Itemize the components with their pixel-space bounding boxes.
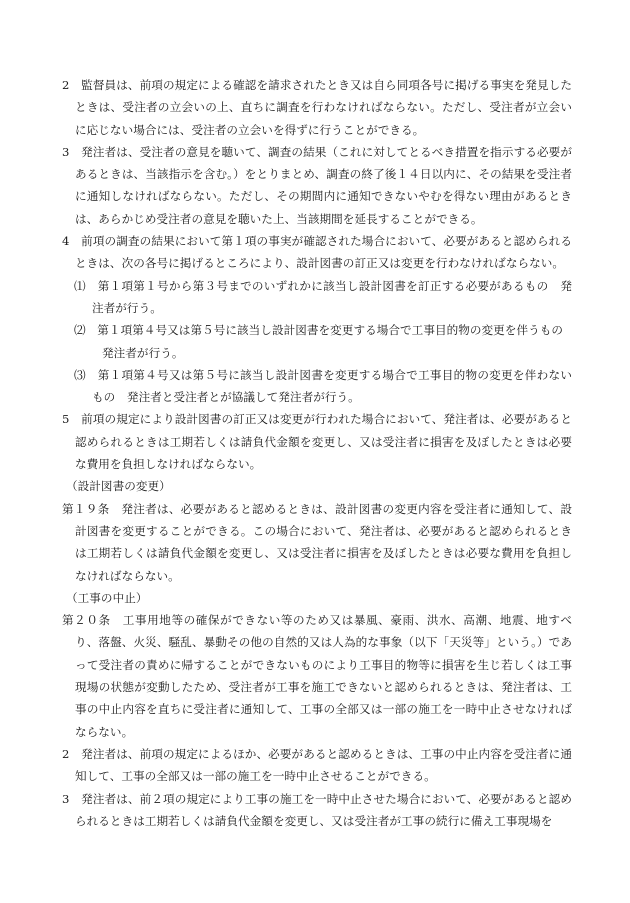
article-19: 第１９条 発注者は、必要があると認めるときは、設計図書の変更内容を受注者に通知して、設計図書を変更することができる。この場合において、発注者は、必要があると認められるときは工期若しくは請負代金額を変更し、又は受注者に損害を及ぼしたときは必要な費用を負担しなければならない。 [62,501,572,583]
item-1: ⑴ 第１項第１号から第３号までのいずれかに該当し設計図書を訂正する必要があるもの 発注者が行う。 [74,278,572,315]
article-20-paragraph-2: 2 発注者は、前項の規定によるほか、必要があると認めるときは、工事の中止内容を受注者に通知して、工事の全部又は一部の施工を一時中止させることができる。 [62,746,572,784]
article-19-heading: （設計図書の変更） [66,479,171,494]
item-2-continuation: 発注者が行う。 [102,345,184,360]
item-3: ⑶ 第１項第４号又は第５号に該当し設計図書を変更する場合で工事目的物の変更を伴わないもの 発注者と受注者とが協議して発注者が行う。 [74,367,572,405]
paragraph-2: 2 監督員は、前項の規定による確認を請求されたとき又は自ら同項各号に掲げる事実を発見したときは、受注者の立会いの上、直ちに調査を行わなければならない。ただし、受注者が立会いに応じない場合には、受注者の立会いを得ずに行うことができる。 [62,78,572,137]
article-20-heading: （工事の中止） [66,590,148,605]
item-2: ⑵ 第１項第４号又は第５号に該当し設計図書を変更する場合で工事目的物の変更を伴うもの [74,323,564,338]
article-20: 第２０条 工事用地等の確保ができない等のため又は暴風、豪雨、洪水、高潮、地震、地すべり、落盤、火災、騒乱、暴動その他の自然的又は人為的な事象（以下「天災等」という。）であって受注者の責めに帰することができないものにより工事目的物等に損害を生じ若しくは工事現場の状態が変動したため、受注者が工事を施工できないと認められるときは、発注者は、工事の中止内容を直ちに受注者に通知して、工事の全部又は一部の施工を一時中止させなければならない。 [62,613,572,739]
article-20-paragraph-3: 3 発注者は、前２項の規定により工事の施工を一時中止させた場合において、必要があると認められるときは工期若しくは請負代金額を変更し、又は受注者が工事の続行に備え工事現場を [62,791,572,828]
paragraph-5: 5 前項の規定により設計図書の訂正又は変更が行われた場合において、発注者は、必要があると認められるときは工期若しくは請負代金額を変更し、又は受注者に損害を及ぼしたときは必要な費用を負担しなければならない。 [62,412,572,472]
paragraph-3: 3 発注者は、受注者の意見を聴いて、調査の結果（これに対してとるべき措置を指示する必要があるときは、当該指示を含む。）をとりまとめ、調査の終了後１４日以内に、その結果を受注者に通知しなければならない。ただし、その期間内に通知できないやむを得ない理由があるときは、あらかじめ受注者の意見を聴いた上、当該期間を延長することができる。 [62,144,572,226]
document-page [62,74,572,832]
paragraph-4: 4 前項の調査の結果において第１項の事実が確認された場合において、必要があると認められるときは、次の各号に掲げるところにより、設計図書の訂正又は変更を行わなければならない。 [62,234,572,271]
